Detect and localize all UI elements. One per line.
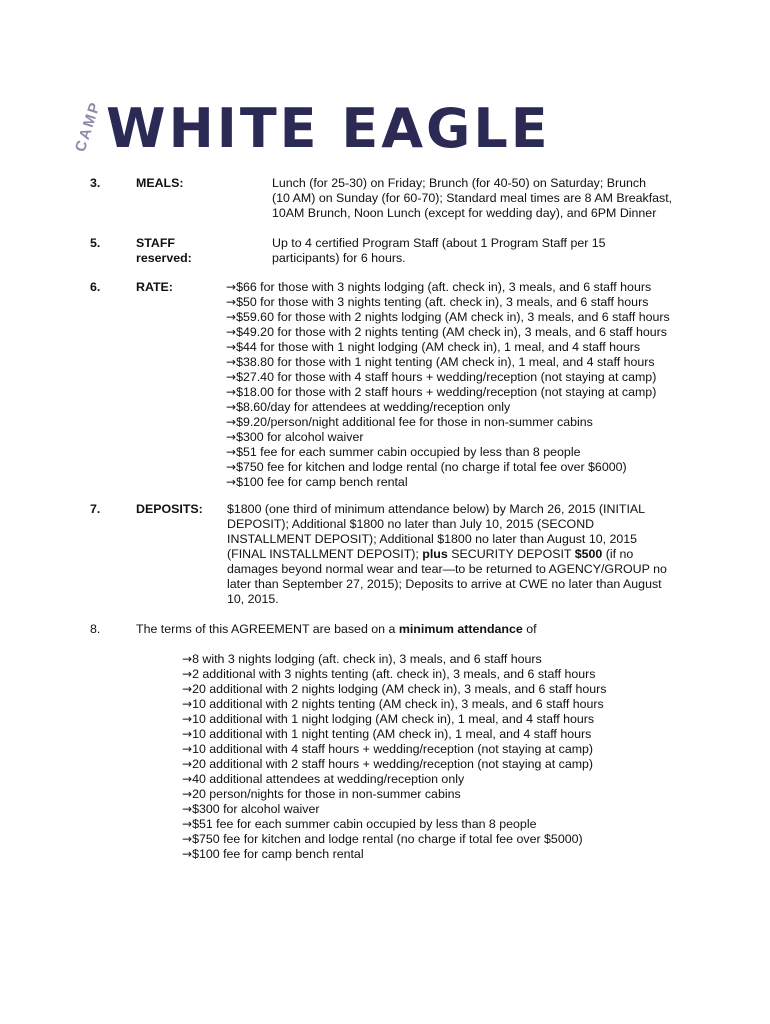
- list-item-text: $51 fee for each summer cabin occupied by less than 8 people: [192, 817, 537, 831]
- list-item: [182, 847, 606, 862]
- arrow-right-icon: →: [182, 787, 193, 801]
- arrow-right-icon: →: [182, 817, 193, 831]
- section-number: 5.: [90, 236, 101, 250]
- logo-camp-text: CAMP: [71, 99, 105, 154]
- arrow-right-icon: →: [226, 385, 237, 399]
- arrow-right-icon: →: [182, 772, 193, 786]
- deposits-plus: plus: [422, 547, 448, 561]
- terms-list: [182, 652, 606, 862]
- arrow-right-icon: →: [182, 682, 193, 696]
- list-item: [226, 460, 670, 475]
- deposits-text: SECURITY DEPOSIT: [447, 547, 575, 561]
- section-body: [227, 502, 667, 607]
- deposits-line: DEPOSIT); Additional $1800 no later than July 10, 2015 (SECOND: [227, 517, 595, 531]
- list-item-text: 8 with 3 nights lodging (aft. check in), 3 meals, and 6 staff hours: [192, 652, 542, 666]
- deposits-line: later than September 27, 2015); Deposits to arrive at CWE no later than August: [227, 577, 662, 591]
- list-item-text: $59.60 for those with 2 nights lodging (AM check in), 3 meals, and 6 staff hours: [236, 310, 670, 324]
- arrow-right-icon: →: [182, 832, 193, 846]
- meals-line: Lunch (for 25-30) on Friday; Brunch (for 40-50) on Saturday; Brunch: [272, 176, 646, 190]
- section-body: [272, 176, 672, 221]
- list-item: [182, 757, 606, 772]
- list-item: [182, 712, 606, 727]
- terms-intro: [136, 622, 537, 637]
- arrow-right-icon: →: [226, 280, 237, 294]
- arrow-right-icon: →: [182, 712, 193, 726]
- list-item: [182, 742, 606, 757]
- list-item-text: $9.20/person/night additional fee for those in non-summer cabins: [236, 415, 593, 429]
- list-item-text: $18.00 for those with 2 staff hours + wedding/reception (not staying at camp): [236, 385, 657, 399]
- list-item: [226, 385, 670, 400]
- section-body: [272, 236, 606, 266]
- staff-line: participants) for 6 hours.: [272, 251, 406, 265]
- list-item: [226, 325, 670, 340]
- terms-minimum-attendance: minimum attendance: [398, 622, 523, 636]
- arrow-right-icon: →: [226, 310, 237, 324]
- section-number: 7.: [90, 502, 101, 516]
- list-item: [182, 772, 606, 787]
- list-item: [182, 682, 606, 697]
- arrow-right-icon: →: [226, 400, 237, 414]
- list-item-text: 20 person/nights for those in non-summer cabins: [192, 787, 461, 801]
- arrow-right-icon: →: [182, 757, 193, 771]
- section-number: 6.: [90, 280, 101, 294]
- camp-white-eagle-logo: [70, 96, 700, 162]
- list-item-text: 10 additional with 2 nights tenting (AM check in), 3 meals, and 6 staff hours: [192, 697, 604, 711]
- deposits-line: damages beyond normal wear and tear—to be returned to AGENCY/GROUP no: [227, 562, 667, 576]
- list-item: [182, 697, 606, 712]
- section-label: DEPOSITS:: [136, 502, 203, 516]
- list-item: [226, 295, 670, 310]
- list-item-text: 10 additional with 4 staff hours + wedding/reception (not staying at camp): [192, 742, 594, 756]
- section-label: STAFF reserved:: [136, 236, 192, 265]
- list-item-text: $750 fee for kitchen and lodge rental (no charge if total fee over $6000): [236, 460, 627, 474]
- meals-line: (10 AM) on Sunday (for 60-70); Standard meal times are 8 AM Breakfast,: [272, 191, 673, 205]
- list-item-text: $66 for those with 3 nights lodging (aft. check in), 3 meals, and 6 staff hours: [236, 280, 652, 294]
- meals-line: 10AM Brunch, Noon Lunch (except for wedding day), and 6PM Dinner: [272, 206, 657, 220]
- rate-list: [226, 280, 670, 490]
- arrow-right-icon: →: [182, 652, 193, 666]
- list-item: [182, 667, 606, 682]
- list-item-text: $51 fee for each summer cabin occupied by less than 8 people: [236, 445, 581, 459]
- list-item-text: $27.40 for those with 4 staff hours + wedding/reception (not staying at camp): [236, 370, 657, 384]
- list-item: [226, 340, 670, 355]
- arrow-right-icon: →: [182, 697, 193, 711]
- list-item-text: $300 for alcohol waiver: [236, 430, 364, 444]
- logo-main-text: WHITE EAGLE: [106, 97, 551, 160]
- deposits-line: INSTALLMENT DEPOSIT); Additional $1800 no later than August 10, 2015: [227, 532, 638, 546]
- deposits-text: (FINAL INSTALLMENT DEPOSIT);: [227, 547, 423, 561]
- list-item-text: 20 additional with 2 nights lodging (AM check in), 3 meals, and 6 staff hours: [192, 682, 607, 696]
- list-item: [226, 400, 670, 415]
- list-item: [226, 430, 670, 445]
- list-item: [182, 817, 606, 832]
- list-item: [226, 310, 670, 325]
- deposits-line: 10, 2015.: [227, 592, 279, 606]
- list-item-text: $8.60/day for attendees at wedding/reception only: [236, 400, 511, 414]
- list-item: [182, 652, 606, 667]
- list-item-text: 20 additional with 2 staff hours + wedding/reception (not staying at camp): [192, 757, 594, 771]
- section-number: 3.: [90, 176, 101, 190]
- arrow-right-icon: →: [226, 355, 237, 369]
- list-item: [226, 280, 670, 295]
- arrow-right-icon: →: [182, 667, 193, 681]
- list-item-text: $100 fee for camp bench rental: [236, 475, 408, 489]
- arrow-right-icon: →: [226, 460, 237, 474]
- arrow-right-icon: →: [226, 445, 237, 459]
- list-item: [182, 832, 606, 847]
- arrow-right-icon: →: [226, 370, 237, 384]
- list-item-text: 40 additional attendees at wedding/reception only: [192, 772, 465, 786]
- arrow-right-icon: →: [226, 415, 237, 429]
- arrow-right-icon: →: [226, 325, 237, 339]
- list-item-text: $100 fee for camp bench rental: [192, 847, 364, 861]
- list-item: [226, 370, 670, 385]
- arrow-right-icon: →: [182, 847, 193, 861]
- list-item-text: $44 for those with 1 night lodging (AM check in), 1 meal, and 4 staff hours: [236, 340, 641, 354]
- list-item-text: 2 additional with 3 nights tenting (aft. check in), 3 meals, and 6 staff hours: [192, 667, 596, 681]
- section-label: RATE:: [136, 280, 173, 294]
- arrow-right-icon: →: [182, 727, 193, 741]
- deposits-line: $1800 (one third of minimum attendance below) by March 26, 2015 (INITIAL: [227, 502, 646, 516]
- terms-intro-text: of: [522, 622, 537, 636]
- section-number: 8.: [90, 622, 101, 636]
- list-item: [226, 445, 670, 460]
- deposits-security-amount: $500: [574, 547, 603, 561]
- list-item: [182, 802, 606, 817]
- list-item-text: 10 additional with 1 night lodging (AM check in), 1 meal, and 4 staff hours: [192, 712, 595, 726]
- deposits-text: (if no: [602, 547, 634, 561]
- list-item: [226, 475, 670, 490]
- terms-intro-text: The terms of this AGREEMENT are based on a: [136, 622, 399, 636]
- arrow-right-icon: →: [182, 802, 193, 816]
- arrow-right-icon: →: [226, 430, 237, 444]
- list-item-text: $50 for those with 3 nights tenting (aft. check in), 3 meals, and 6 staff hours: [236, 295, 649, 309]
- arrow-right-icon: →: [226, 295, 237, 309]
- staff-line: Up to 4 certified Program Staff (about 1 Program Staff per 15: [272, 236, 606, 250]
- list-item-text: $300 for alcohol waiver: [192, 802, 320, 816]
- arrow-right-icon: →: [226, 340, 237, 354]
- section-label: MEALS:: [136, 176, 184, 190]
- deposits-line: [227, 547, 667, 562]
- list-item: [226, 355, 670, 370]
- arrow-right-icon: →: [226, 475, 237, 489]
- list-item: [226, 415, 670, 430]
- list-item: [182, 787, 606, 802]
- list-item-text: $49.20 for those with 2 nights tenting (AM check in), 3 meals, and 6 staff hours: [236, 325, 667, 339]
- list-item-text: 10 additional with 1 night tenting (AM check in), 1 meal, and 4 staff hours: [192, 727, 592, 741]
- arrow-right-icon: →: [182, 742, 193, 756]
- list-item-text: $750 fee for kitchen and lodge rental (no charge if total fee over $5000): [192, 832, 583, 846]
- list-item: [182, 727, 606, 742]
- list-item-text: $38.80 for those with 1 night tenting (AM check in), 1 meal, and 4 staff hours: [236, 355, 655, 369]
